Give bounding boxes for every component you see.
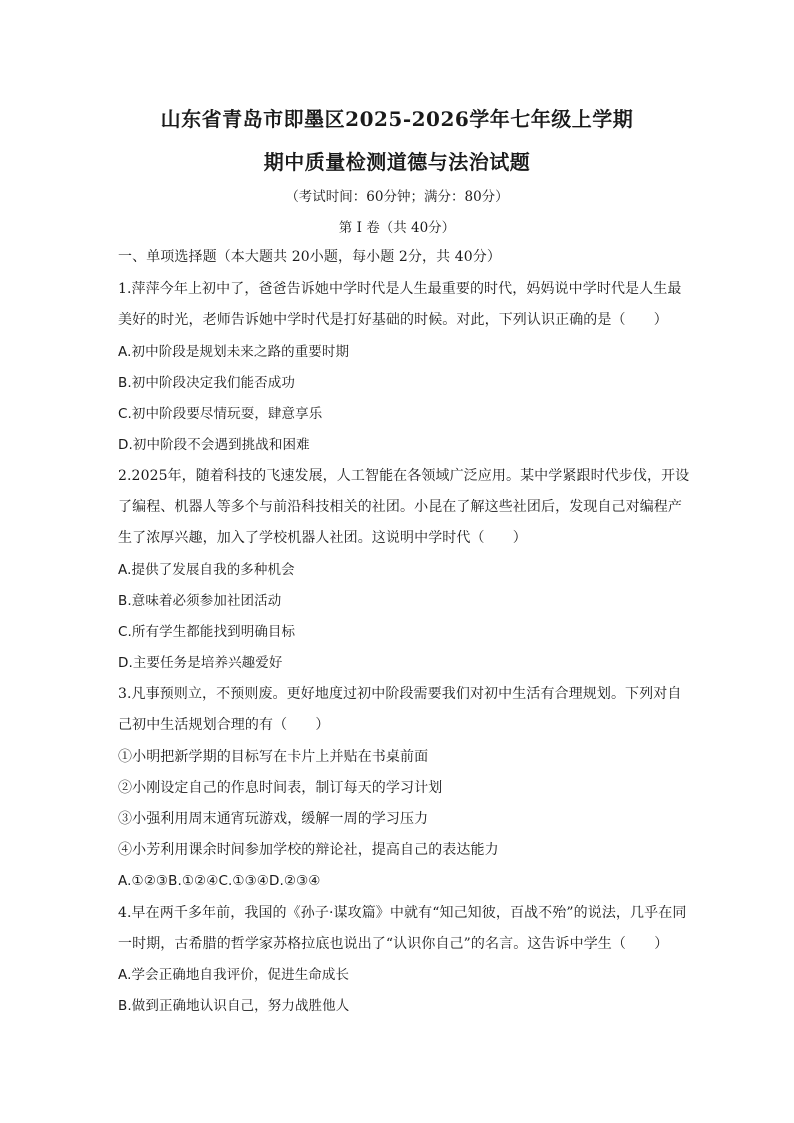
q2-stem-line1: 2.2025年，随着科技的飞速发展，人工智能在各领域广泛应用。某中学紧跟时代步伐，开设	[118, 468, 690, 484]
exam-info: （考试时间：60分钟；满分：80分）	[285, 189, 509, 205]
q3-options: A.①②③B.①②④C.①③④D.②③④	[118, 873, 321, 889]
q3-item-2: ②小刚设定自己的作息时间表，制订每天的学习计划	[118, 780, 443, 796]
q1-option-b: B.初中阶段决定我们能否成功	[118, 375, 295, 391]
q2-stem-line2: 了编程、机器人等多个与前沿科技相关的社团。小昆在了解这些社团后，发现自己对编程产	[118, 499, 682, 515]
volume-label: 第 I 卷（共 40分）	[338, 220, 456, 236]
q3-item-1: ①小明把新学期的目标写在卡片上并贴在书桌前面	[118, 749, 429, 765]
q4-stem-line2: 一时期，古希腊的哲学家苏格拉底也说出了“认识你自己”的名言。这告诉中学生（ ）	[118, 936, 669, 952]
q3-item-3: ③小强利用周末通宵玩游戏，缓解一周的学习压力	[118, 811, 429, 827]
q1-option-a: A.初中阶段是规划未来之路的重要时期	[118, 344, 350, 360]
q1-option-d: D.初中阶段不会遇到挑战和困难	[118, 437, 310, 453]
q3-stem-line1: 3.凡事预则立，不预则废。更好地度过初中阶段需要我们对初中生活有合理规划。下列对自	[118, 686, 682, 702]
q3-stem-line2: 己初中生活规划合理的有（ ）	[118, 717, 330, 733]
q4-stem-line1: 4.早在两千多年前，我国的《孙子·谋攻篇》中就有“知己知彼，百战不殆”的说法，几乎在同	[118, 905, 687, 921]
q2-stem-line3: 生了浓厚兴趣，加入了学校机器人社团。这说明中学时代（ ）	[118, 530, 527, 546]
q4-option-b: B.做到正确地认识自己，努力战胜他人	[118, 998, 350, 1014]
q1-option-c: C.初中阶段要尽情玩耍，肆意享乐	[118, 406, 323, 422]
q1-stem-line1: 1.萍萍今年上初中了，爸爸告诉她中学时代是人生最重要的时代，妈妈说中学时代是人生最	[118, 281, 682, 297]
q2-option-d: D.主要任务是培养兴趣爱好	[118, 655, 283, 671]
q3-item-4: ④小芳利用课余时间参加学校的辩论社，提高自己的表达能力	[118, 842, 499, 858]
section-heading: 一、单项选择题（本大题共 20小题，每小题 2分，共 40分）	[118, 249, 501, 265]
q1-stem-line2: 美好的时光，老师告诉她中学时代是打好基础的时候。对此，下列认识正确的是（ ）	[118, 312, 668, 328]
q2-option-a: A.提供了发展自我的多种机会	[118, 562, 295, 578]
q2-option-b: B.意味着必须参加社团活动	[118, 593, 282, 609]
q4-option-a: A.学会正确地自我评价，促进生命成长	[118, 967, 350, 983]
q2-option-c: C.所有学生都能找到明确目标	[118, 624, 296, 640]
exam-title-line2: 期中质量检测道德与法治试题	[263, 150, 531, 174]
exam-title-line1: 山东省青岛市即墨区2025-2026学年七年级上学期	[160, 107, 634, 131]
